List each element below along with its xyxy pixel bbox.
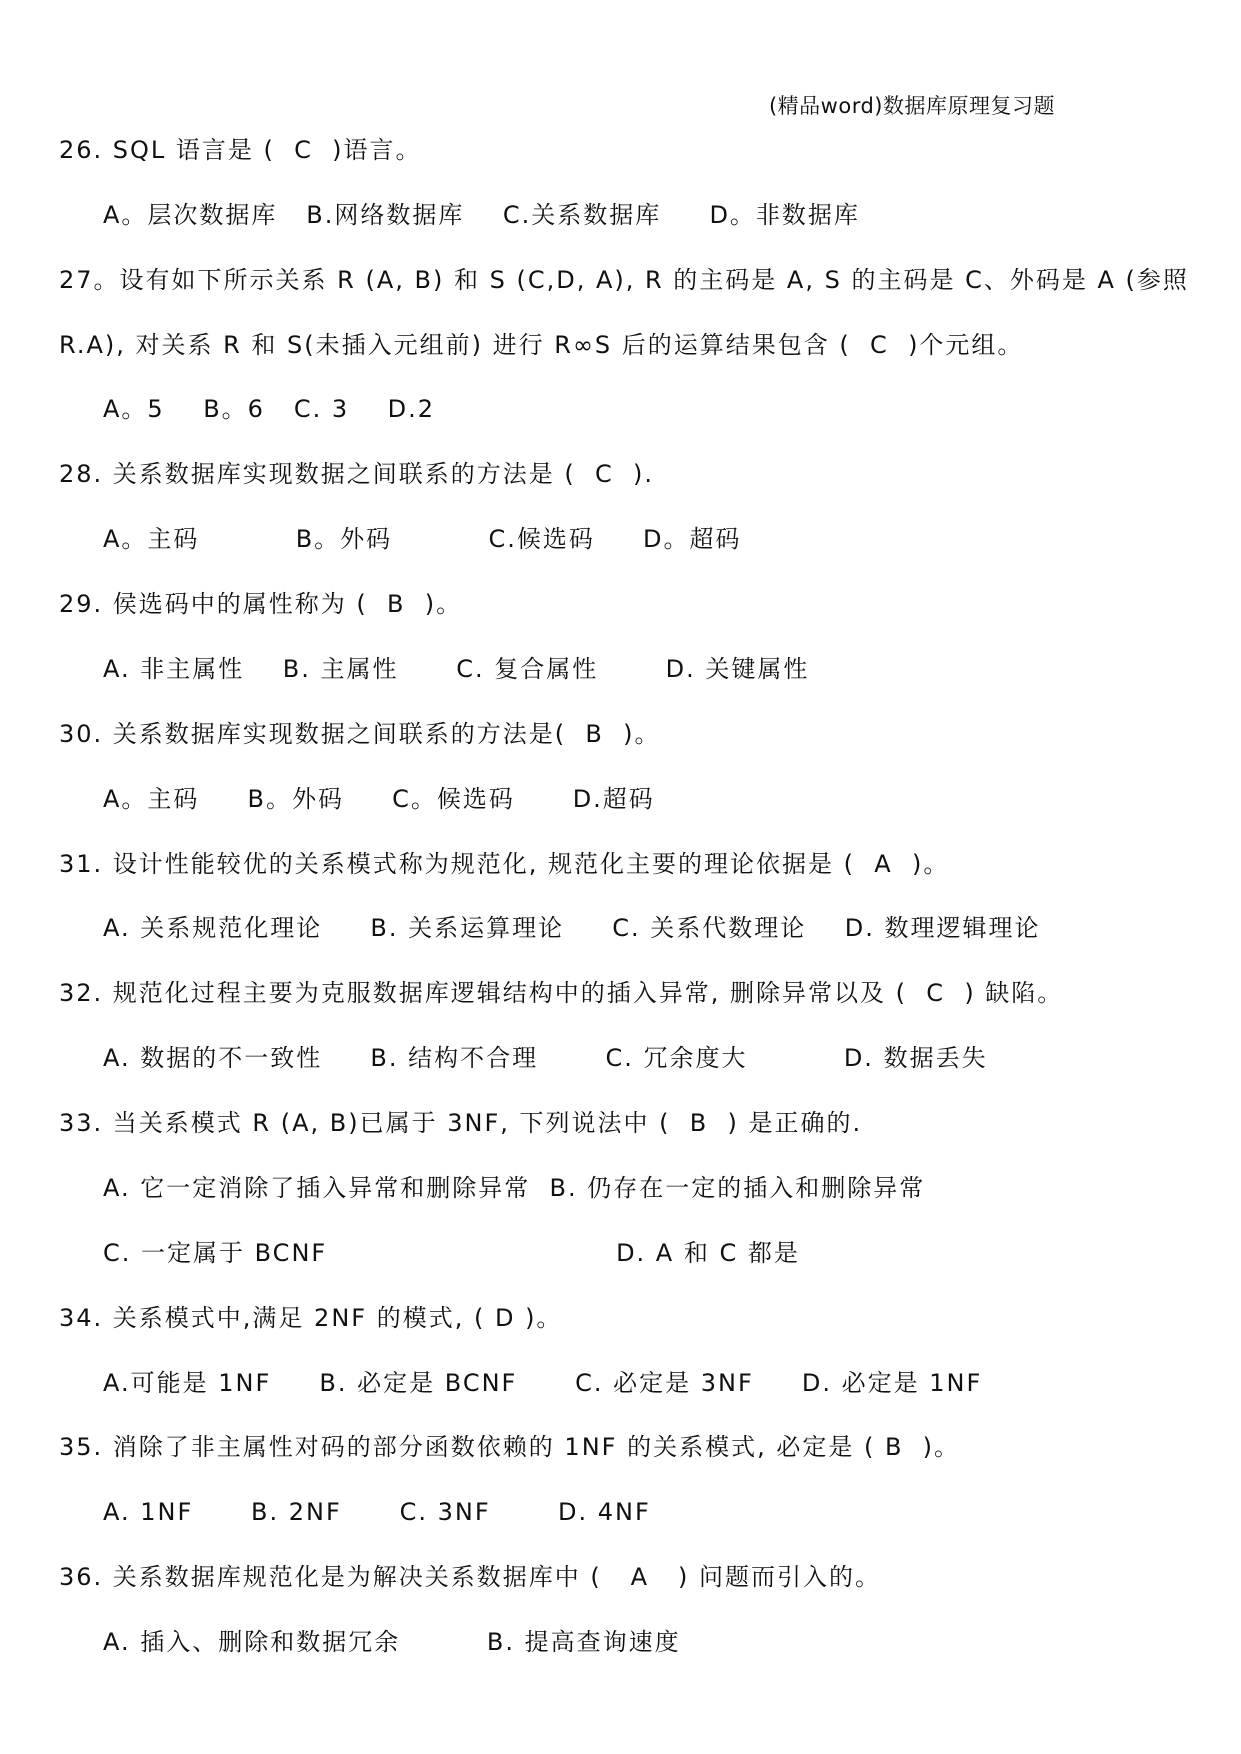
question-35: 35. 消除了非主属性对码的部分函数依赖的 1NF 的关系模式, 必定是 ( B )。 xyxy=(59,1433,961,1461)
question-27-cont: R.A), 对关系 R 和 S(未插入元组前) 进行 R∞S 后的运算结果包含 ( C )个元组。 xyxy=(59,331,1024,359)
question-27: 27。设有如下所示关系 R (A, B) 和 S (C,D, A), R 的主码是 A, S 的主码是 C、外码是 A (参照 xyxy=(59,266,1189,294)
options-34: A.可能是 1NF B. 必定是 BCNF C. 必定是 3NF D. 必定是 1NF xyxy=(103,1369,983,1397)
options-26: A。层次数据库 B.网络数据库 C.关系数据库 D。非数据库 xyxy=(103,201,860,229)
question-36: 36. 关系数据库规范化是为解决关系数据库中 ( A ) 问题而引入的。 xyxy=(59,1563,881,1591)
question-32: 32. 规范化过程主要为克服数据库逻辑结构中的插入异常, 删除异常以及 ( C ) 缺陷。 xyxy=(59,979,1064,1007)
options-33-ab: A. 它一定消除了插入异常和删除异常 B. 仍存在一定的插入和删除异常 xyxy=(103,1174,926,1202)
options-27: A。5 B。6 C. 3 D.2 xyxy=(103,395,436,423)
options-36: A. 插入、删除和数据冗余 B. 提高查询速度 xyxy=(103,1628,681,1656)
options-30: A。主码 B。外码 C。候选码 D.超码 xyxy=(103,785,655,813)
options-35: A. 1NF B. 2NF C. 3NF D. 4NF xyxy=(103,1498,651,1526)
question-31: 31. 设计性能较优的关系模式称为规范化, 规范化主要的理论依据是 ( A )。 xyxy=(59,850,950,878)
question-29: 29. 侯选码中的属性称为 ( B )。 xyxy=(59,590,463,618)
question-30: 30. 关系数据库实现数据之间联系的方法是( B )。 xyxy=(59,720,661,748)
options-28: A。主码 B。外码 C.候选码 D。超码 xyxy=(103,525,742,553)
options-29: A. 非主属性 B. 主属性 C. 复合属性 D. 关键属性 xyxy=(103,655,810,683)
question-28: 28. 关系数据库实现数据之间联系的方法是 ( C ). xyxy=(59,460,655,488)
options-32: A. 数据的不一致性 B. 结构不合理 C. 冗余度大 D. 数据丢失 xyxy=(103,1044,988,1072)
question-34: 34. 关系模式中,满足 2NF 的模式, ( D )。 xyxy=(59,1304,563,1332)
question-33: 33. 当关系模式 R (A, B)已属于 3NF, 下列说法中 ( B ) 是正确的. xyxy=(59,1109,863,1137)
options-31: A. 关系规范化理论 B. 关系运算理论 C. 关系代数理论 D. 数理逻辑理论 xyxy=(103,914,1041,942)
question-26: 26. SQL 语言是 ( C )语言。 xyxy=(59,136,422,164)
page-header: (精品word)数据库原理复习题 xyxy=(768,94,1055,118)
options-33-cd: C. 一定属于 BCNF D. A 和 C 都是 xyxy=(103,1239,800,1267)
